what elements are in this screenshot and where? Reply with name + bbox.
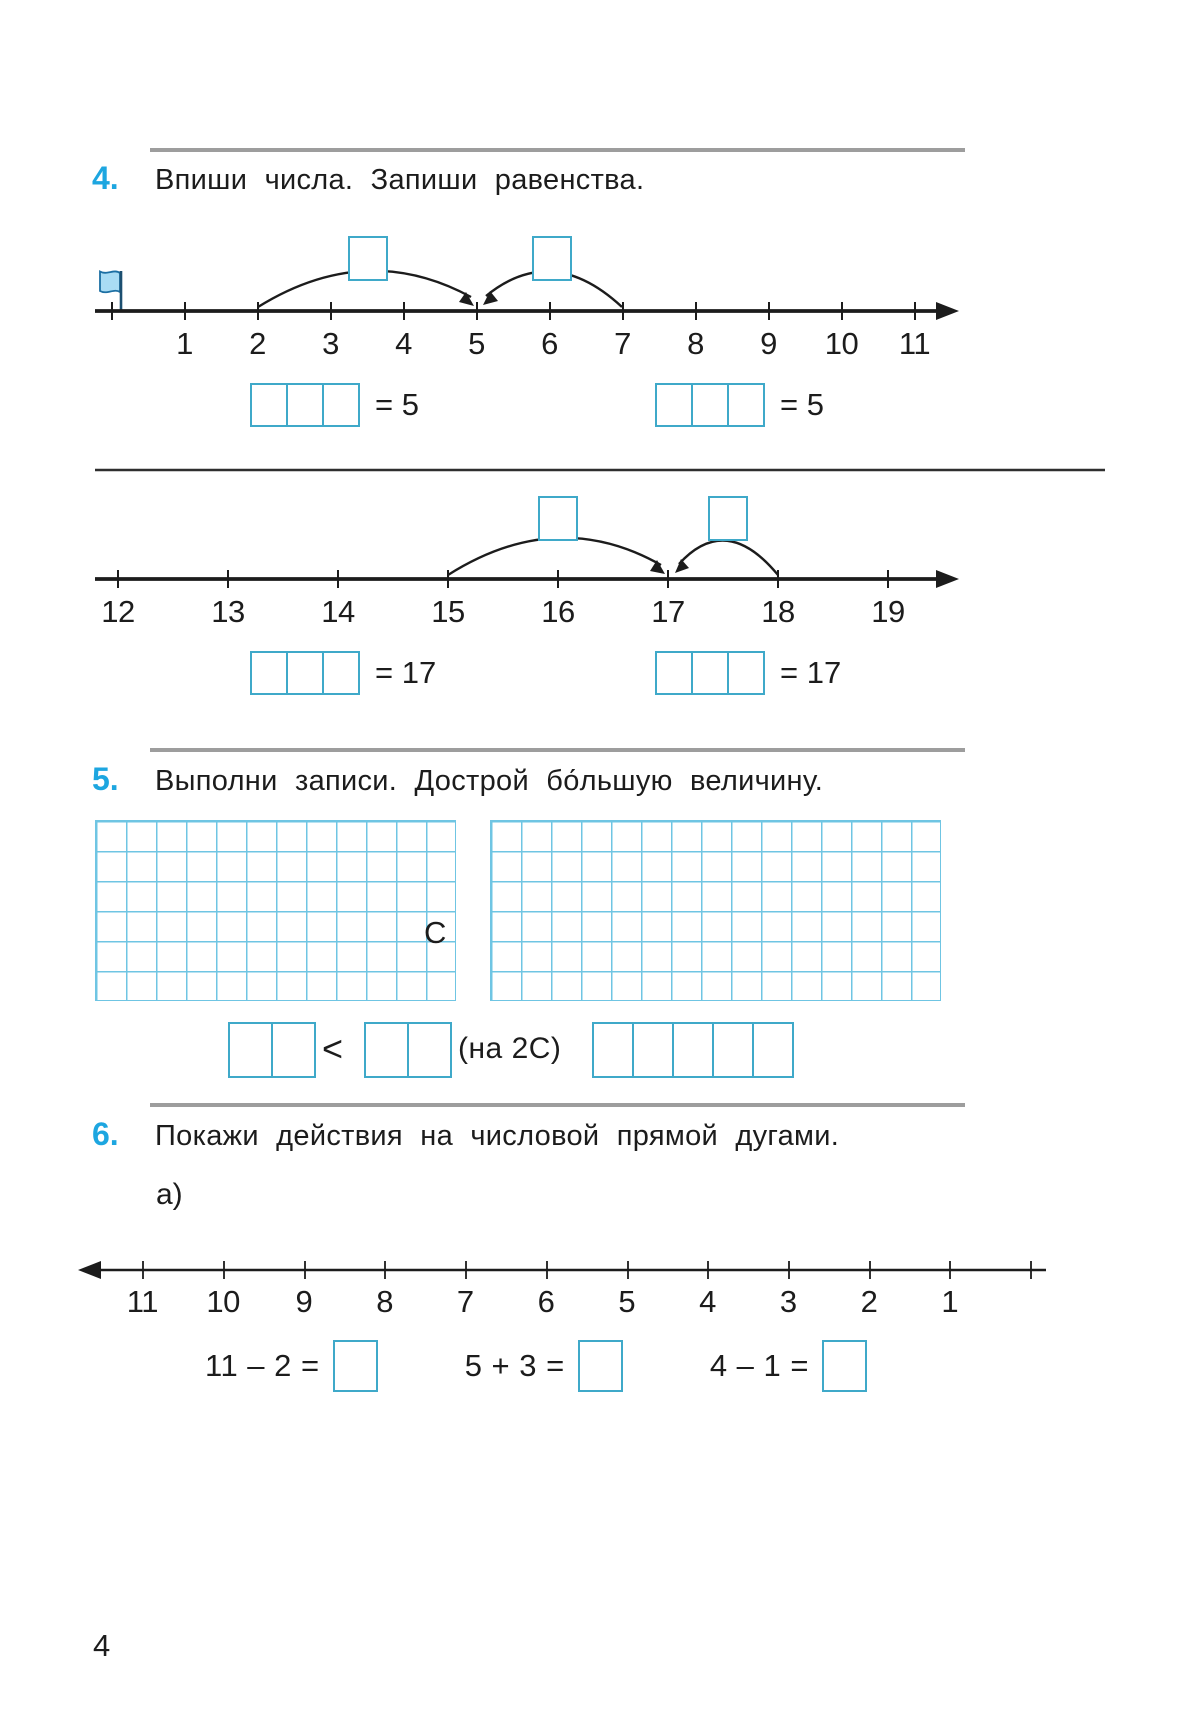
numberline-label: 9 bbox=[295, 1284, 313, 1319]
arc-value-box-3[interactable] bbox=[538, 496, 578, 541]
numberline-label: 14 bbox=[321, 594, 355, 629]
numberline-label: 12 bbox=[101, 594, 135, 629]
arrowhead-arc-7-to-5 bbox=[483, 291, 498, 305]
number-line-1 bbox=[95, 302, 959, 320]
equation-rhs: = 17 bbox=[780, 655, 842, 690]
numberline-label: 7 bbox=[614, 326, 631, 361]
exercise-6-number: 6. bbox=[92, 1116, 119, 1152]
numberline-label: 9 bbox=[760, 326, 777, 361]
exercise-5-number: 5. bbox=[92, 761, 119, 797]
numberline-label: 6 bbox=[537, 1284, 555, 1319]
squared-grid-left[interactable] bbox=[95, 820, 456, 1001]
numberline-label: 1 bbox=[941, 1284, 959, 1319]
equation-expression: 11 – 2 = bbox=[205, 1348, 320, 1383]
numberline-label: 2 bbox=[860, 1284, 878, 1319]
answer-box[interactable] bbox=[578, 1340, 623, 1392]
numberline-label: 8 bbox=[687, 326, 704, 361]
unit-label: С bbox=[424, 915, 447, 950]
equation-item bbox=[205, 1340, 378, 1392]
comparison-left-cells[interactable] bbox=[228, 1022, 316, 1078]
equation-group-3 bbox=[250, 651, 436, 695]
exercise-6-equations bbox=[205, 1340, 867, 1392]
exercise-4-header bbox=[92, 160, 644, 197]
equation-expression: 4 – 1 = bbox=[709, 1348, 809, 1383]
arrowhead-arc-18-to-17 bbox=[675, 559, 689, 573]
answer-box[interactable] bbox=[333, 1340, 378, 1392]
numberline-label: 10 bbox=[206, 1284, 240, 1319]
arc-value-box-4[interactable] bbox=[708, 496, 748, 541]
comparison-operator: < bbox=[322, 1028, 344, 1069]
numberline-label: 13 bbox=[211, 594, 245, 629]
numberline-label: 4 bbox=[395, 326, 412, 361]
exercise-5-title: Выполни записи. Дострой бо́льшую величину. bbox=[155, 765, 824, 797]
arc-value-box-2[interactable] bbox=[532, 236, 572, 281]
comparison-note: (на 2С) bbox=[458, 1032, 562, 1065]
measure-strip-cells[interactable] bbox=[592, 1022, 794, 1078]
numberline-label: 6 bbox=[541, 326, 558, 361]
equation-expression: 5 + 3 = bbox=[464, 1348, 565, 1383]
numberline-label: 3 bbox=[779, 1284, 797, 1319]
arrowhead-arc-2-to-5 bbox=[459, 292, 474, 306]
arc-value-box-1[interactable] bbox=[348, 236, 388, 281]
flag-icon bbox=[100, 271, 121, 311]
section-rule bbox=[150, 748, 965, 752]
equation-rhs: = 5 bbox=[375, 387, 419, 422]
numberline-label: 15 bbox=[431, 594, 465, 629]
squared-grid-right[interactable] bbox=[490, 820, 941, 1001]
numberline-label: 16 bbox=[541, 594, 575, 629]
numberline-label: 5 bbox=[618, 1284, 636, 1319]
numberline-label: 11 bbox=[126, 1284, 158, 1319]
numberline-2-labels bbox=[63, 594, 943, 630]
section-rule bbox=[150, 1103, 965, 1107]
exercise-4-number: 4. bbox=[92, 160, 119, 196]
exercise-4-title: Впиши числа. Запиши равенства. bbox=[155, 164, 645, 196]
page-number: 4 bbox=[93, 1628, 111, 1663]
equation-item bbox=[710, 1340, 867, 1392]
section-rule bbox=[150, 148, 965, 152]
numberline-1-labels bbox=[148, 326, 951, 362]
numberline-label: 2 bbox=[249, 326, 266, 361]
arc-15-to-17 bbox=[448, 538, 661, 575]
numberline-label: 19 bbox=[871, 594, 905, 629]
arrowhead-arc-15-to-17 bbox=[650, 560, 665, 574]
exercise-5-header bbox=[92, 761, 823, 798]
numberline-label: 17 bbox=[651, 594, 685, 629]
numberline-label: 11 bbox=[898, 326, 931, 361]
numberline-label: 18 bbox=[761, 594, 795, 629]
numberline-label: 7 bbox=[456, 1284, 474, 1319]
numberline-3-labels bbox=[102, 1284, 990, 1320]
numberline-label: 10 bbox=[824, 326, 859, 361]
comparison-right-cells[interactable] bbox=[364, 1022, 452, 1078]
equation-group-2 bbox=[655, 383, 824, 427]
equation-group-4 bbox=[655, 651, 841, 695]
number-line-2 bbox=[95, 570, 959, 588]
numberline-label: 4 bbox=[699, 1284, 716, 1319]
arc-18-to-17 bbox=[679, 540, 778, 575]
equation-rhs: = 17 bbox=[375, 655, 437, 690]
number-line-3 bbox=[78, 1261, 1046, 1279]
numberline-label: 3 bbox=[322, 326, 339, 361]
answer-cells[interactable] bbox=[250, 383, 360, 427]
answer-cells[interactable] bbox=[250, 651, 360, 695]
answer-cells[interactable] bbox=[655, 651, 765, 695]
equation-item bbox=[465, 1340, 623, 1392]
exercise-6-header bbox=[92, 1116, 839, 1153]
part-a-label: а) bbox=[156, 1178, 183, 1211]
numberline-label: 8 bbox=[376, 1284, 393, 1319]
exercise-6-title: Покажи действия на числовой прямой дугами. bbox=[155, 1120, 840, 1152]
answer-box[interactable] bbox=[822, 1340, 867, 1392]
equation-rhs: = 5 bbox=[780, 387, 824, 422]
equation-group-1 bbox=[250, 383, 419, 427]
numberline-label: 5 bbox=[468, 326, 485, 361]
answer-cells[interactable] bbox=[655, 383, 765, 427]
numberline-label: 1 bbox=[176, 326, 193, 361]
